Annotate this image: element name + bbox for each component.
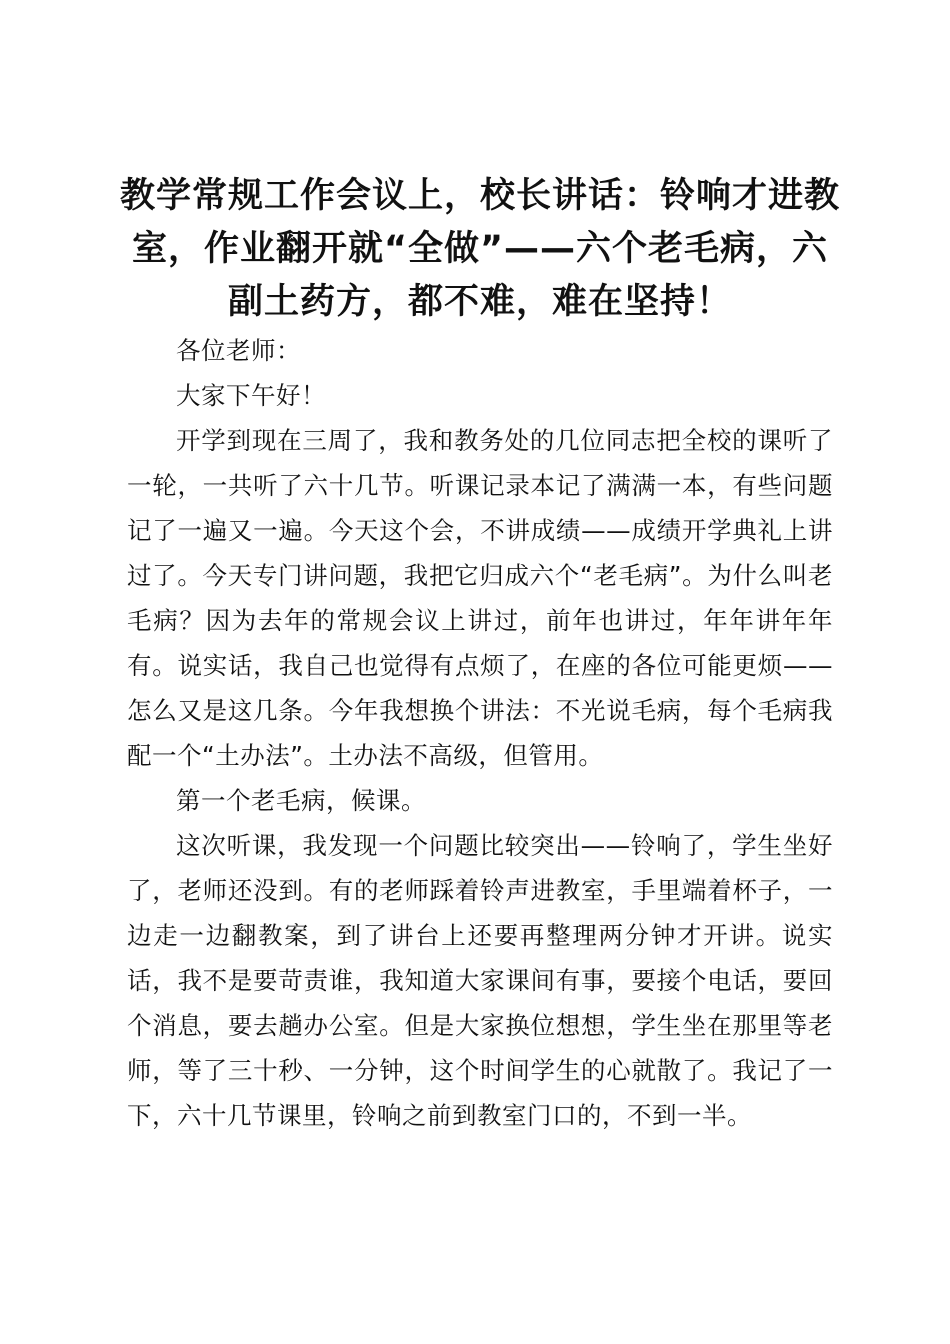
greeting-paragraph: 大家下午好！: [176, 381, 326, 410]
section-heading-paragraph: 第一个老毛病，候课。: [176, 786, 426, 815]
document-body: [127, 328, 833, 1138]
salutation-paragraph: 各位老师：: [176, 336, 301, 365]
document-title: 教学常规工作会议上，校长讲话：铃响才进教室，作业翻开就“全做”——六个老毛病，六副土药方，都不难，难在坚持！: [119, 176, 840, 322]
intro-paragraph: 开学到现在三周了，我和教务处的几位同志把全校的课听了一轮，一共听了六十几节。听课记录本记了满满一本，有些问题记了一遍又一遍。今天这个会，不讲成绩——成绩开学典礼上讲过了。今天专门讲问题，我把它归成六个“老毛病”。为什么叫老毛病？因为去年的常规会议上讲过，前年也讲过，年年讲年年有。说实话，我自己也觉得有点烦了，在座的各位可能更烦——怎么又是这几条。今年我想换个讲法：不光说毛病，每个毛病我配一个“土办法”。土办法不高级，但管用。: [127, 426, 833, 770]
body-paragraph: 这次听课，我发现一个问题比较突出——铃响了，学生坐好了，老师还没到。有的老师踩着铃声进教室，手里端着杯子，一边走一边翻教案，到了讲台上还要再整理两分钟才开讲。说实话，我不是要苛责谁，我知道大家课间有事，要接个电话，要回个消息，要去趟办公室。但是大家换位想想，学生坐在那里等老师，等了三十秒、一分钟，这个时间学生的心就散了。我记了一下，六十几节课里，铃响之前到教室门口的，不到一半。: [127, 831, 833, 1130]
